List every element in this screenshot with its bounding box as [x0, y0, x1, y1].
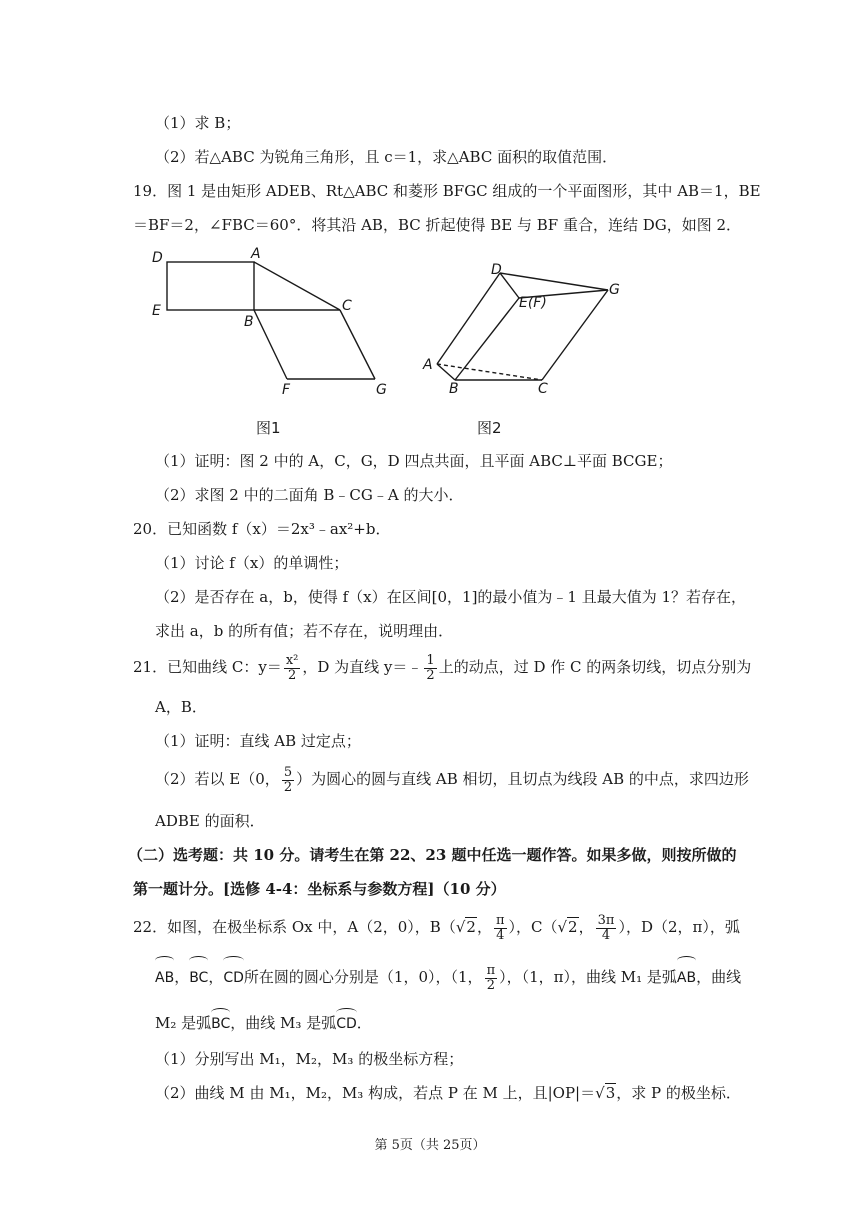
- arc-CD: CD: [223, 961, 244, 995]
- q19-stem-line1: 19．图 1 是由矩形 ADEB、Rt△ABC 和菱形 BFGC 组成的一个平面图形，其中 AB＝1，BE: [133, 182, 761, 200]
- q19-stem-line2: ＝BF＝2，∠FBC＝60°．将其沿 AB，BC 折起使得 BE 与 BF 重合，连结 DG，如图 2．: [133, 216, 742, 234]
- figure-1: [140, 242, 410, 442]
- fig2-label-A: A: [423, 357, 433, 373]
- fig1-label-D: D: [152, 250, 163, 266]
- q21-fraction-5-over-2: $\frac{5}{2}$: [283, 764, 293, 795]
- q21-stem-mid: ，D 为直线 y＝﹣: [302, 658, 423, 676]
- q21-fraction-x2-over-2: $\frac{\text{x²}}{2}$: [285, 652, 299, 683]
- fig1-label-B: B: [244, 314, 254, 330]
- q18-part1: （1）求 B；: [155, 114, 241, 132]
- q20-part1: （1）讨论 f（x）的单调性；: [155, 554, 349, 572]
- q21-stem-line1: [133, 650, 751, 684]
- q18-part2: （2）若△ABC 为锐角三角形，且 c＝1，求△ABC 面积的取值范围．: [155, 148, 618, 166]
- fig1-label-E: E: [152, 303, 161, 319]
- fig2-label-D: D: [491, 262, 502, 278]
- q21-stem-pre: 21．已知曲线 C：y＝: [133, 658, 282, 676]
- q20-part2-line2: 求出 a，b 的所有值；若不存在，说明理由．: [155, 622, 454, 640]
- fig2-label-G: G: [609, 282, 620, 298]
- fig2-label-EF: E(F): [519, 295, 547, 311]
- q20-part2-line1: （2）是否存在 a，b，使得 f（x）在区间[0，1]的最小值为﹣1 且最大值为 1？若存在，: [155, 588, 747, 606]
- section-2-line2: 第一题计分。[选修 4-4：坐标系与参数方程]（10 分）: [133, 880, 506, 898]
- q21-fraction-1-over-2: $\frac{1}{2}$: [426, 652, 435, 683]
- arc-AB: AB: [155, 961, 174, 995]
- figure-2: [415, 258, 635, 442]
- q21-part2-line2: ADBE 的面积．: [155, 812, 265, 830]
- fig1-label-F: F: [282, 382, 291, 398]
- q21-stem-line2: A，B．: [155, 698, 207, 716]
- section-2-line1: （二）选考题：共 10 分。请考生在第 22、23 题中任选一题作答。如果多做，则按所做的: [128, 846, 737, 864]
- q21-part1: （1）证明：直线 AB 过定点；: [155, 732, 361, 750]
- q20-stem: 20．已知函数 f（x）＝2x³﹣ax²+b．: [133, 520, 391, 538]
- q22-part2: （2）曲线 M 由 M₁，M₂，M₃ 构成，若点 P 在 M 上，且|OP|＝√3，求 P 的极坐标．: [155, 1084, 741, 1102]
- q21-part2-line1: （2）若以 E（0， $\frac{5}{2}$ ）为圆心的圆与直线 AB 相切，且切点为线段 AB 的中点，求四边形: [155, 764, 749, 795]
- q22-stem-line1: 22．如图，在极坐标系 Ox 中，A（2，0），B（√2， $\frac{\pi}{4}$ ），C（√2， $\frac{3\pi}{4}$ ），D（2，π），弧: [133, 912, 740, 943]
- fig2-label-C: C: [538, 381, 548, 397]
- q22-part1: （1）分别写出 M₁，M₂，M₃ 的极坐标方程；: [155, 1050, 464, 1068]
- fig2-label-B: B: [449, 381, 459, 397]
- page-footer: 第 5页（共 25页）: [374, 1138, 486, 1153]
- fig1-label-A: A: [251, 246, 261, 262]
- fig2-caption: 图2: [477, 419, 502, 437]
- q19-part1: （1）证明：图 2 中的 A，C，G，D 四点共面，且平面 ABC⊥平面 BCGE；: [155, 452, 673, 470]
- q19-part2: （2）求图 2 中的二面角 B﹣CG﹣A 的大小．: [155, 486, 464, 504]
- q21-stem-post: 上的动点，过 D 作 C 的两条切线，切点分别为: [438, 658, 752, 676]
- q22-stem-line2: AB，BC，CD所在圆的圆心分别是（1，0），（1， $\frac{\pi}{2}$ ），（1，π），曲线 M₁ 是弧AB，曲线: [155, 960, 741, 995]
- fig1-label-G: G: [376, 382, 387, 398]
- arc-BC: BC: [189, 961, 208, 995]
- q22-stem-line3: M₂ 是弧BC，曲线 M₃ 是弧CD．: [155, 1012, 372, 1035]
- fig1-label-C: C: [342, 298, 352, 314]
- fig1-caption: 图1: [256, 419, 281, 437]
